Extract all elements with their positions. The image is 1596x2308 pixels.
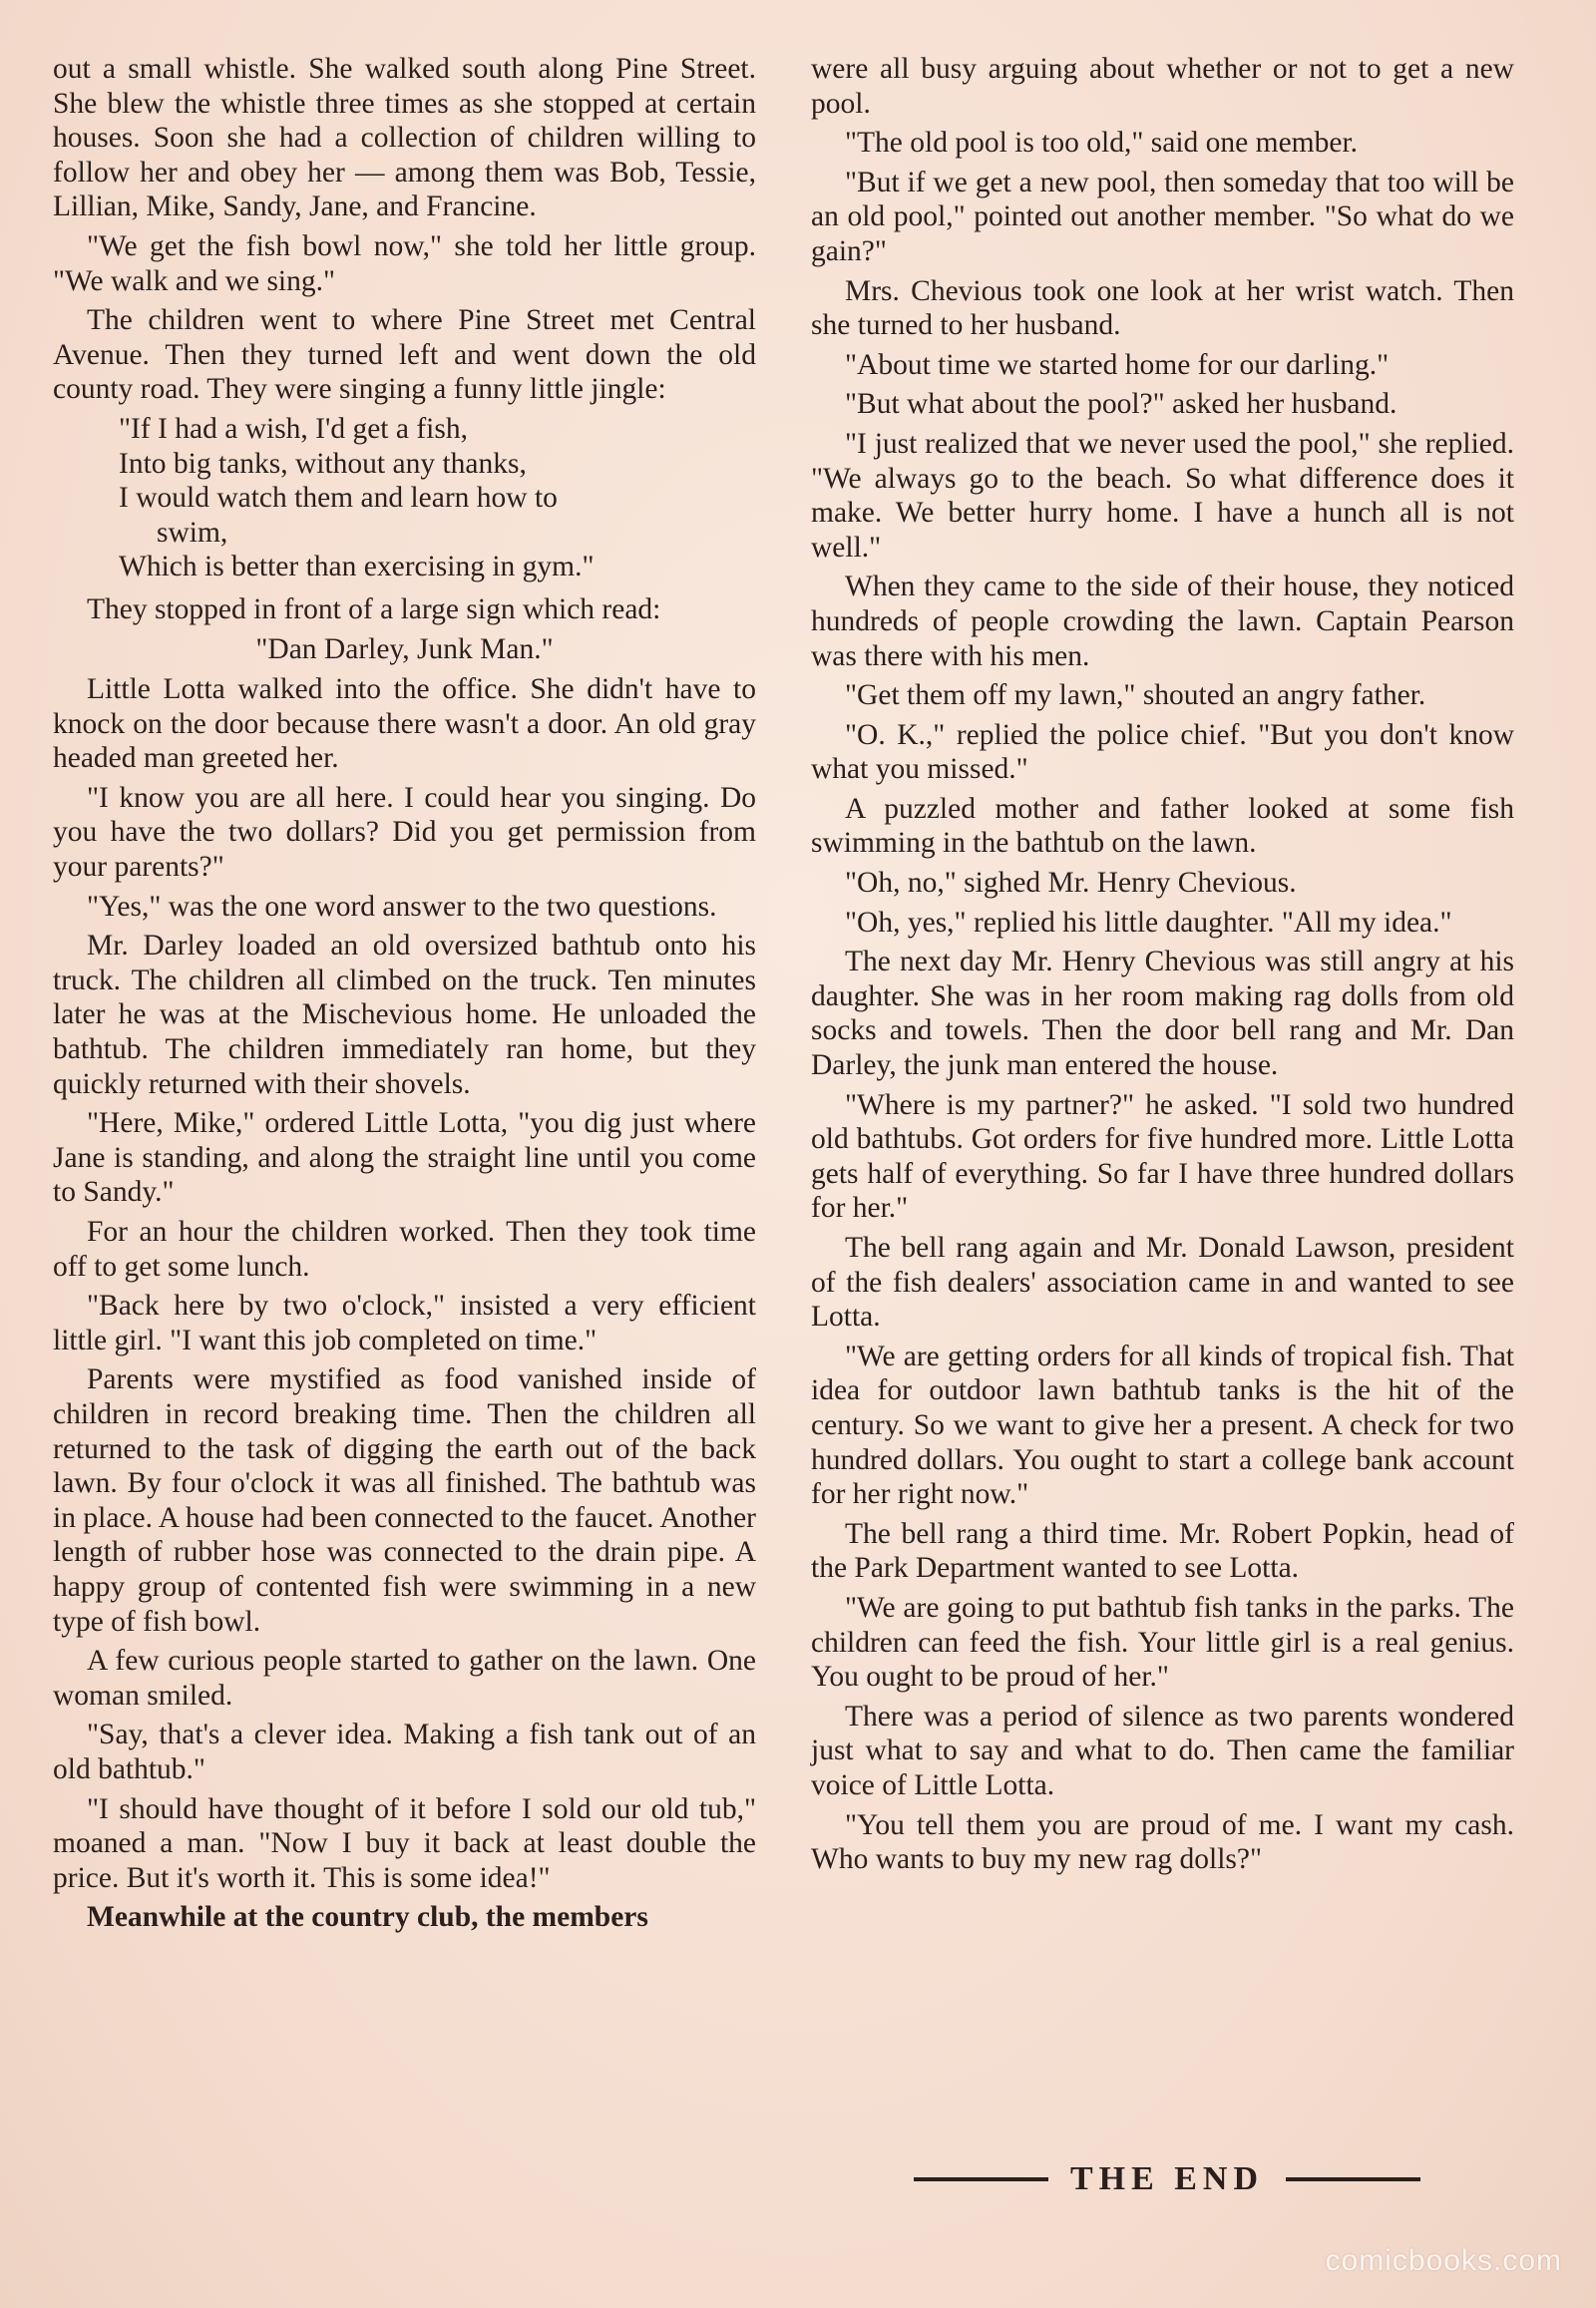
right-column <box>811 52 1514 1882</box>
paragraph: When they came to the side of their house, they noticed hundreds of people crowding the lawn. Captain Pearson was there with his men. <box>811 571 1514 672</box>
left-column <box>53 52 756 1940</box>
poem-line: Which is better than exercising in gym." <box>119 551 595 583</box>
paragraph: Parents were mystified as food vanished inside of children in record breaking time. Then the children all returned to the task of digging the earth out of the back lawn. By four o'clock it was all finished. The bathtub was in place. A house had been connected to the faucet. Another length of rubber hose was connected to the drain pipe. A happy group of contented fish were swimming in a new type of fish bowl. <box>53 1363 756 1638</box>
paragraph: "About time we started home for our darling." <box>845 348 1390 381</box>
paragraph: "Oh, yes," replied his little daughter. "All my idea." <box>845 906 1452 939</box>
paragraph: Little Lotta walked into the office. She didn't have to knock on the door because there wasn't a door. An old gray headed man greeted her. <box>53 673 756 775</box>
paragraph: "Where is my partner?" he asked. "I sold two hundred old bathtubs. Got orders for five hundred more. Little Lotta gets half of everything. So far I have three hundred dollars for her." <box>811 1088 1514 1225</box>
paragraph: were all busy arguing about whether or not to get a new pool. <box>811 53 1514 120</box>
paragraph: A few curious people started to gather on the lawn. One woman smiled. <box>53 1645 756 1712</box>
the-end-marker <box>883 2159 1451 2199</box>
poem-line: Into big tanks, without any thanks, <box>119 447 527 480</box>
jingle-poem <box>53 412 756 584</box>
paragraph: Mr. Darley loaded an old oversized bathtub onto his truck. The children all climbed on the truck. Ten minutes later he was at the Mischevious home. He unloaded the bathtub. The children immediately ran home, but they quickly returned with their shovels. <box>53 930 756 1100</box>
paragraph: "But what about the pool?" asked her husband. <box>845 388 1397 421</box>
paragraph: Mrs. Chevious took one look at her wrist watch. Then she turned to her husband. <box>811 274 1514 342</box>
sign-text: "Dan Darley, Junk Man." <box>255 632 554 665</box>
paragraph: "I should have thought of it before I sold our old tub," moaned a man. "Now I buy it back at least double the price. But it's worth it. This is some idea!" <box>53 1792 756 1894</box>
poem-line: swim, <box>157 516 228 549</box>
paragraph: The children went to where Pine Street met Central Avenue. Then they turned left and went down the old county road. They were singing a funny little jingle: <box>53 304 756 406</box>
divider <box>1286 2177 1420 2181</box>
paragraph: For an hour the children worked. Then they took time off to get some lunch. <box>53 1216 756 1283</box>
paragraph: The bell rang a third time. Mr. Robert Popkin, head of the Park Department wanted to see Lotta. <box>811 1517 1514 1585</box>
paragraph: The bell rang again and Mr. Donald Lawson, president of the fish dealers' association came in and wanted to see Lotta. <box>811 1232 1514 1334</box>
paragraph: "Yes," was the one word answer to the two questions. <box>87 890 717 923</box>
paragraph: There was a period of silence as two parents wondered just what to say and what to do. Then came the familiar voice of Little Lotta. <box>811 1700 1514 1801</box>
poem-line: I would watch them and learn how to <box>119 482 558 515</box>
divider <box>914 2177 1048 2181</box>
paragraph: "Say, that's a clever idea. Making a fish tank out of an old bathtub." <box>53 1719 756 1785</box>
paragraph: out a small whistle. She walked south along Pine Street. She blew the whistle three times as she stopped at certain houses. Soon she had a collection of children willing to follow her and obey her — among them was Bob, Tessie, Lillian, Mike, Sandy, Jane, and Francine. <box>53 53 756 223</box>
paragraph: "The old pool is too old," said one member. <box>845 127 1359 160</box>
paragraph: Meanwhile at the country club, the members <box>87 1901 648 1934</box>
paragraph: "Back here by two o'clock," insisted a very efficient little girl. "I want this job completed on time." <box>53 1290 756 1356</box>
paragraph: "O. K.," replied the police chief. "But you don't know what you missed." <box>811 718 1514 786</box>
paragraph: "But if we get a new pool, then someday that too will be an old pool," pointed out another member. "So what do we gain?" <box>811 166 1514 267</box>
paragraph: "I know you are all here. I could hear you singing. Do you have the two dollars? Did you get permission from your parents?" <box>53 781 756 884</box>
paragraph: "We are going to put bathtub fish tanks in the parks. The children can feed the fish. Your little girl is a real genius. You ought to be proud of her." <box>811 1591 1514 1694</box>
paragraph: "Here, Mike," ordered Little Lotta, "you dig just where Jane is standing, and along the straight line until you come to Sandy." <box>53 1107 756 1209</box>
paragraph: "We get the fish bowl now," she told her little group. "We walk and we sing." <box>53 229 756 297</box>
paragraph: "Oh, no," sighed Mr. Henry Chevious. <box>845 867 1297 900</box>
paragraph: "Get them off my lawn," shouted an angry father. <box>845 679 1426 712</box>
the-end-label: THE END <box>1069 2160 1265 2197</box>
paragraph: A puzzled mother and father looked at some fish swimming in the bathtub on the lawn. <box>811 792 1514 860</box>
paragraph: "I just realized that we never used the pool," she replied. "We always go to the beach. So what difference does it make. We better hurry home. I have a hunch all is not well." <box>811 427 1514 564</box>
poem-line: "If I had a wish, I'd get a fish, <box>119 412 468 445</box>
paragraph: The next day Mr. Henry Chevious was still angry at his daughter. She was in her room making rag dolls from old socks and towels. Then the door bell rang and Mr. Dan Darley, the junk man entered the house. <box>811 946 1514 1082</box>
paragraph: They stopped in front of a large sign which read: <box>87 592 661 625</box>
site-watermark: comicbooks.com <box>1325 2244 1562 2277</box>
paragraph: "We are getting orders for all kinds of tropical fish. That idea for outdoor lawn bathtub tanks is the hit of the century. So we want to give her a present. A check for two hundred dollars. You ought to start a college bank account for her right now." <box>811 1340 1514 1511</box>
paragraph: "You tell them you are proud of me. I want my cash. Who wants to buy my new rag dolls?" <box>811 1808 1514 1876</box>
